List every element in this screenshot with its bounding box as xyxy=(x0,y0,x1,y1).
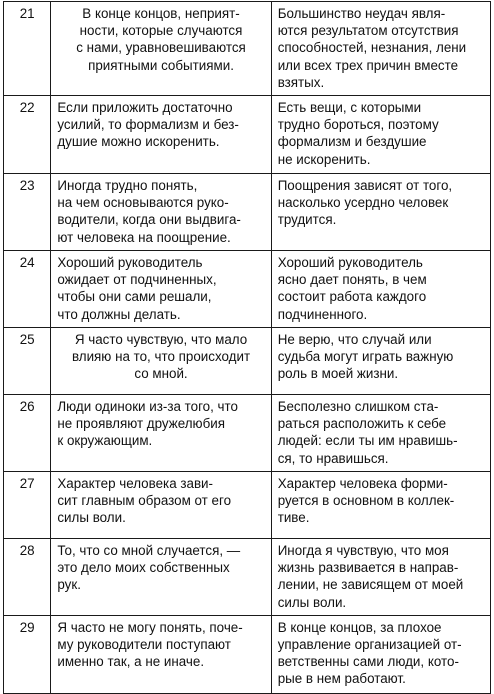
statement-a xyxy=(51,615,271,693)
statement-a xyxy=(51,174,271,251)
statement-line: жизнь развивается в направ- xyxy=(277,560,459,576)
statement-line: ности, которые случаются xyxy=(79,23,243,39)
question-number: 26 xyxy=(4,395,51,472)
statement-line: Характер человека форми- xyxy=(277,476,448,492)
statement-b xyxy=(271,96,490,174)
statement-line: раться расположить к себе xyxy=(277,416,447,432)
question-number: 27 xyxy=(4,472,51,539)
statement-a xyxy=(51,328,271,395)
statement-line: Хороший руководитель xyxy=(277,255,423,271)
question-number: 29 xyxy=(4,615,51,693)
statement-line: или всех трех причин вместе xyxy=(277,57,459,73)
statement-line: управление организацией от- xyxy=(277,637,462,653)
statement-line: му руководители поступают xyxy=(57,637,231,653)
statement-line: рук. xyxy=(57,577,81,593)
question-row xyxy=(4,174,491,251)
question-number: 24 xyxy=(4,251,51,328)
question-row xyxy=(4,96,491,174)
statement-line: насколько усердно человек xyxy=(277,195,449,211)
questionnaire-page xyxy=(3,1,491,691)
statement-line: усилий, то формализм и без- xyxy=(57,117,239,133)
statement-line: ясно дает понять, в чем xyxy=(277,272,427,288)
statement-a xyxy=(51,2,271,96)
statement-line: сит главным образом от его xyxy=(57,493,232,509)
question-row xyxy=(4,615,491,693)
statement-line: Люди одиноки из-за того, что xyxy=(57,399,238,415)
statement-line: взятых. xyxy=(277,74,325,90)
statement-a xyxy=(51,472,271,539)
statement-line: силы воли. xyxy=(57,510,126,526)
question-row xyxy=(4,539,491,616)
statement-line: чтобы они сами решали, xyxy=(57,289,212,305)
question-number: 21 xyxy=(4,2,51,96)
statement-line: Иногда трудно понять, xyxy=(57,178,198,194)
statement-a xyxy=(51,96,271,174)
statement-line: руется в основном в коллек- xyxy=(277,493,455,509)
statement-line: лении, не зависящем от моей xyxy=(277,577,464,593)
statement-line: Хороший руководитель xyxy=(57,255,203,271)
statement-line: формализм и бездушие xyxy=(277,134,427,150)
statement-line: это дело моих собственных xyxy=(57,560,230,576)
statement-line: В конце концов, неприят- xyxy=(82,6,240,21)
statement-line: роль в моей жизни. xyxy=(277,366,399,382)
statement-b xyxy=(271,472,490,539)
statement-line: Большинство неудач явля- xyxy=(277,6,446,21)
question-row xyxy=(4,328,491,395)
statement-line: тиве. xyxy=(277,510,310,526)
statement-line: силы воли. xyxy=(277,594,347,610)
question-row xyxy=(4,395,491,472)
statement-line: подчиненного. xyxy=(277,306,368,322)
statement-line: трудится. xyxy=(277,212,337,228)
statement-line: Поощрения зависят от того, xyxy=(277,178,453,194)
questionnaire-table xyxy=(3,1,491,694)
statement-line: судьба могут играть важную xyxy=(277,349,454,365)
statement-line: Бесполезно слишком ста- xyxy=(277,399,439,415)
statement-a xyxy=(51,395,271,472)
statement-line: ются результатом отсутствия xyxy=(277,23,459,39)
statement-line: ветственны сами люди, кото- xyxy=(277,654,459,670)
statement-line: людей: если ты им нравишь- xyxy=(277,433,458,449)
statement-line: не проявляют дружелюбия xyxy=(57,416,225,432)
statement-line: со мной. xyxy=(134,366,188,382)
statement-line: состоит работа каждого xyxy=(277,289,427,305)
statement-line: ся, то нравишься. xyxy=(277,450,389,466)
statement-line: приятными событиями. xyxy=(88,57,234,73)
questionnaire-body xyxy=(4,2,491,694)
statement-line: Я часто чувствую, что мало xyxy=(74,332,248,348)
question-number: 28 xyxy=(4,539,51,616)
statement-line: к окружающим. xyxy=(57,433,153,449)
statement-line: что должны делать. xyxy=(57,306,181,322)
statement-a xyxy=(51,251,271,328)
statement-line: именно так, а не иначе. xyxy=(57,654,205,670)
statement-line: на чем основываются руко- xyxy=(57,195,229,211)
statement-line: Если приложить достаточно xyxy=(57,100,233,116)
statement-b xyxy=(271,328,490,395)
statement-b xyxy=(271,539,490,616)
question-number: 22 xyxy=(4,96,51,174)
statement-b xyxy=(271,2,490,96)
statement-line: с нами, уравновешиваются xyxy=(76,40,246,56)
statement-line: Характер человека зави- xyxy=(57,476,213,492)
question-number: 23 xyxy=(4,174,51,251)
statement-line: Я часто не могу понять, поче- xyxy=(57,619,243,635)
statement-b xyxy=(271,395,490,472)
statement-line: Не верю, что случай или xyxy=(277,332,432,348)
statement-line: трудно бороться, поэтому xyxy=(277,117,439,133)
statement-line: душие можно искоренить. xyxy=(57,134,220,150)
statement-line: способностей, незнания, лени xyxy=(277,40,467,56)
statement-line: не искоренить. xyxy=(277,151,371,167)
statement-b xyxy=(271,251,490,328)
question-row xyxy=(4,251,491,328)
statement-line: рые в нем работают. xyxy=(277,671,406,687)
statement-line: водители, когда они выдвига- xyxy=(57,212,241,228)
statement-b xyxy=(271,174,490,251)
statement-b xyxy=(271,615,490,693)
statement-line: ют человека на поощрение. xyxy=(57,229,231,245)
statement-line: Иногда я чувствую, что моя xyxy=(277,543,449,559)
statement-a xyxy=(51,539,271,616)
statement-line: В конце концов, за плохое xyxy=(277,619,442,635)
statement-line: Есть вещи, с которыми xyxy=(277,100,422,116)
statement-line: влияю на то, что происходит xyxy=(71,349,251,365)
question-number: 25 xyxy=(4,328,51,395)
question-row xyxy=(4,472,491,539)
question-row xyxy=(4,2,491,96)
statement-line: То, что со мной случается, — xyxy=(57,543,241,559)
statement-line: ожидает от подчиненных, xyxy=(57,272,217,288)
